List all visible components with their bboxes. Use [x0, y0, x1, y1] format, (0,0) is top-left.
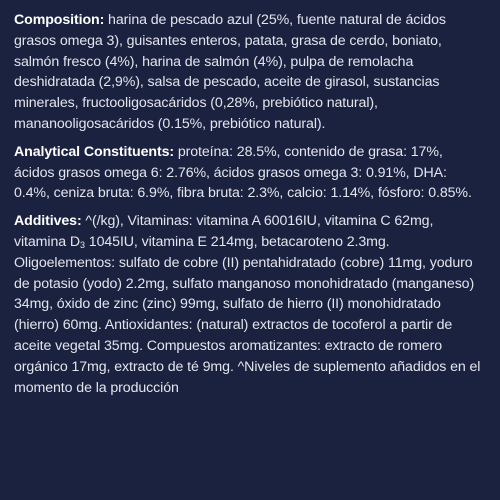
- composition-label: Composition:: [14, 12, 105, 28]
- composition-text: harina de pescado azul (25%, fuente natural de ácidos grasos omega 3), guisantes enteros, patata, grasa de cerdo, boniato, salmón fresco (4%), harina de salmón (4%), pulpa de remolacha deshidratada (2,9%), salsa de pescado, aceite de girasol, sustancias minerales, fructooligosacáridos (0,28%, prebiótico natural), mananooligosacáridos (0.15%, prebiótico natural).: [14, 12, 446, 132]
- analytical-constituents-section: [14, 142, 486, 204]
- composition-section: [14, 10, 486, 135]
- additives-text-before: ^(/kg), Vitaminas: vitamina A 60016IU, vitamina C 62mg, vitamina D: [14, 213, 434, 250]
- additives-label: Additives:: [14, 213, 82, 230]
- additives-text-after: 1045IU, vitamina E 214mg, betacaroteno 2.3mg. Oligoelementos: sulfato de cobre (II) pentahidratado (cobre) 11mg, yoduro de potasio (yodo) 2.2mg, sulfato manganoso monohidratado (manganeso) 34mg, óxido de zinc (zinc) 99mg, sulfato de hierro (II) monohidratado (hierro) 60mg. Antioxidantes: (natural) extractos de tocoferol a partir de aceite vegetal 35mg. Compuestos aromatizantes: extracto de romero orgánico 17mg, extracto de té 9mg. ^Niveles de suplemento añadidos en el momento de la producción: [14, 233, 481, 396]
- additives-section: [14, 211, 486, 398]
- analytical-constituents-text: proteína: 28.5%, contenido de grasa: 17%, ácidos grasos omega 6: 2.76%, ácidos grasos omega 3: 0.91%, DHA: 0.4%, ceniza bruta: 6.9%, fibra bruta: 2.3%, calcio: 1.14%, fósforo: 0.85%.: [14, 143, 472, 202]
- analytical-constituents-label: Analytical Constituents:: [14, 143, 174, 160]
- additives-subscript: 3: [80, 239, 85, 250]
